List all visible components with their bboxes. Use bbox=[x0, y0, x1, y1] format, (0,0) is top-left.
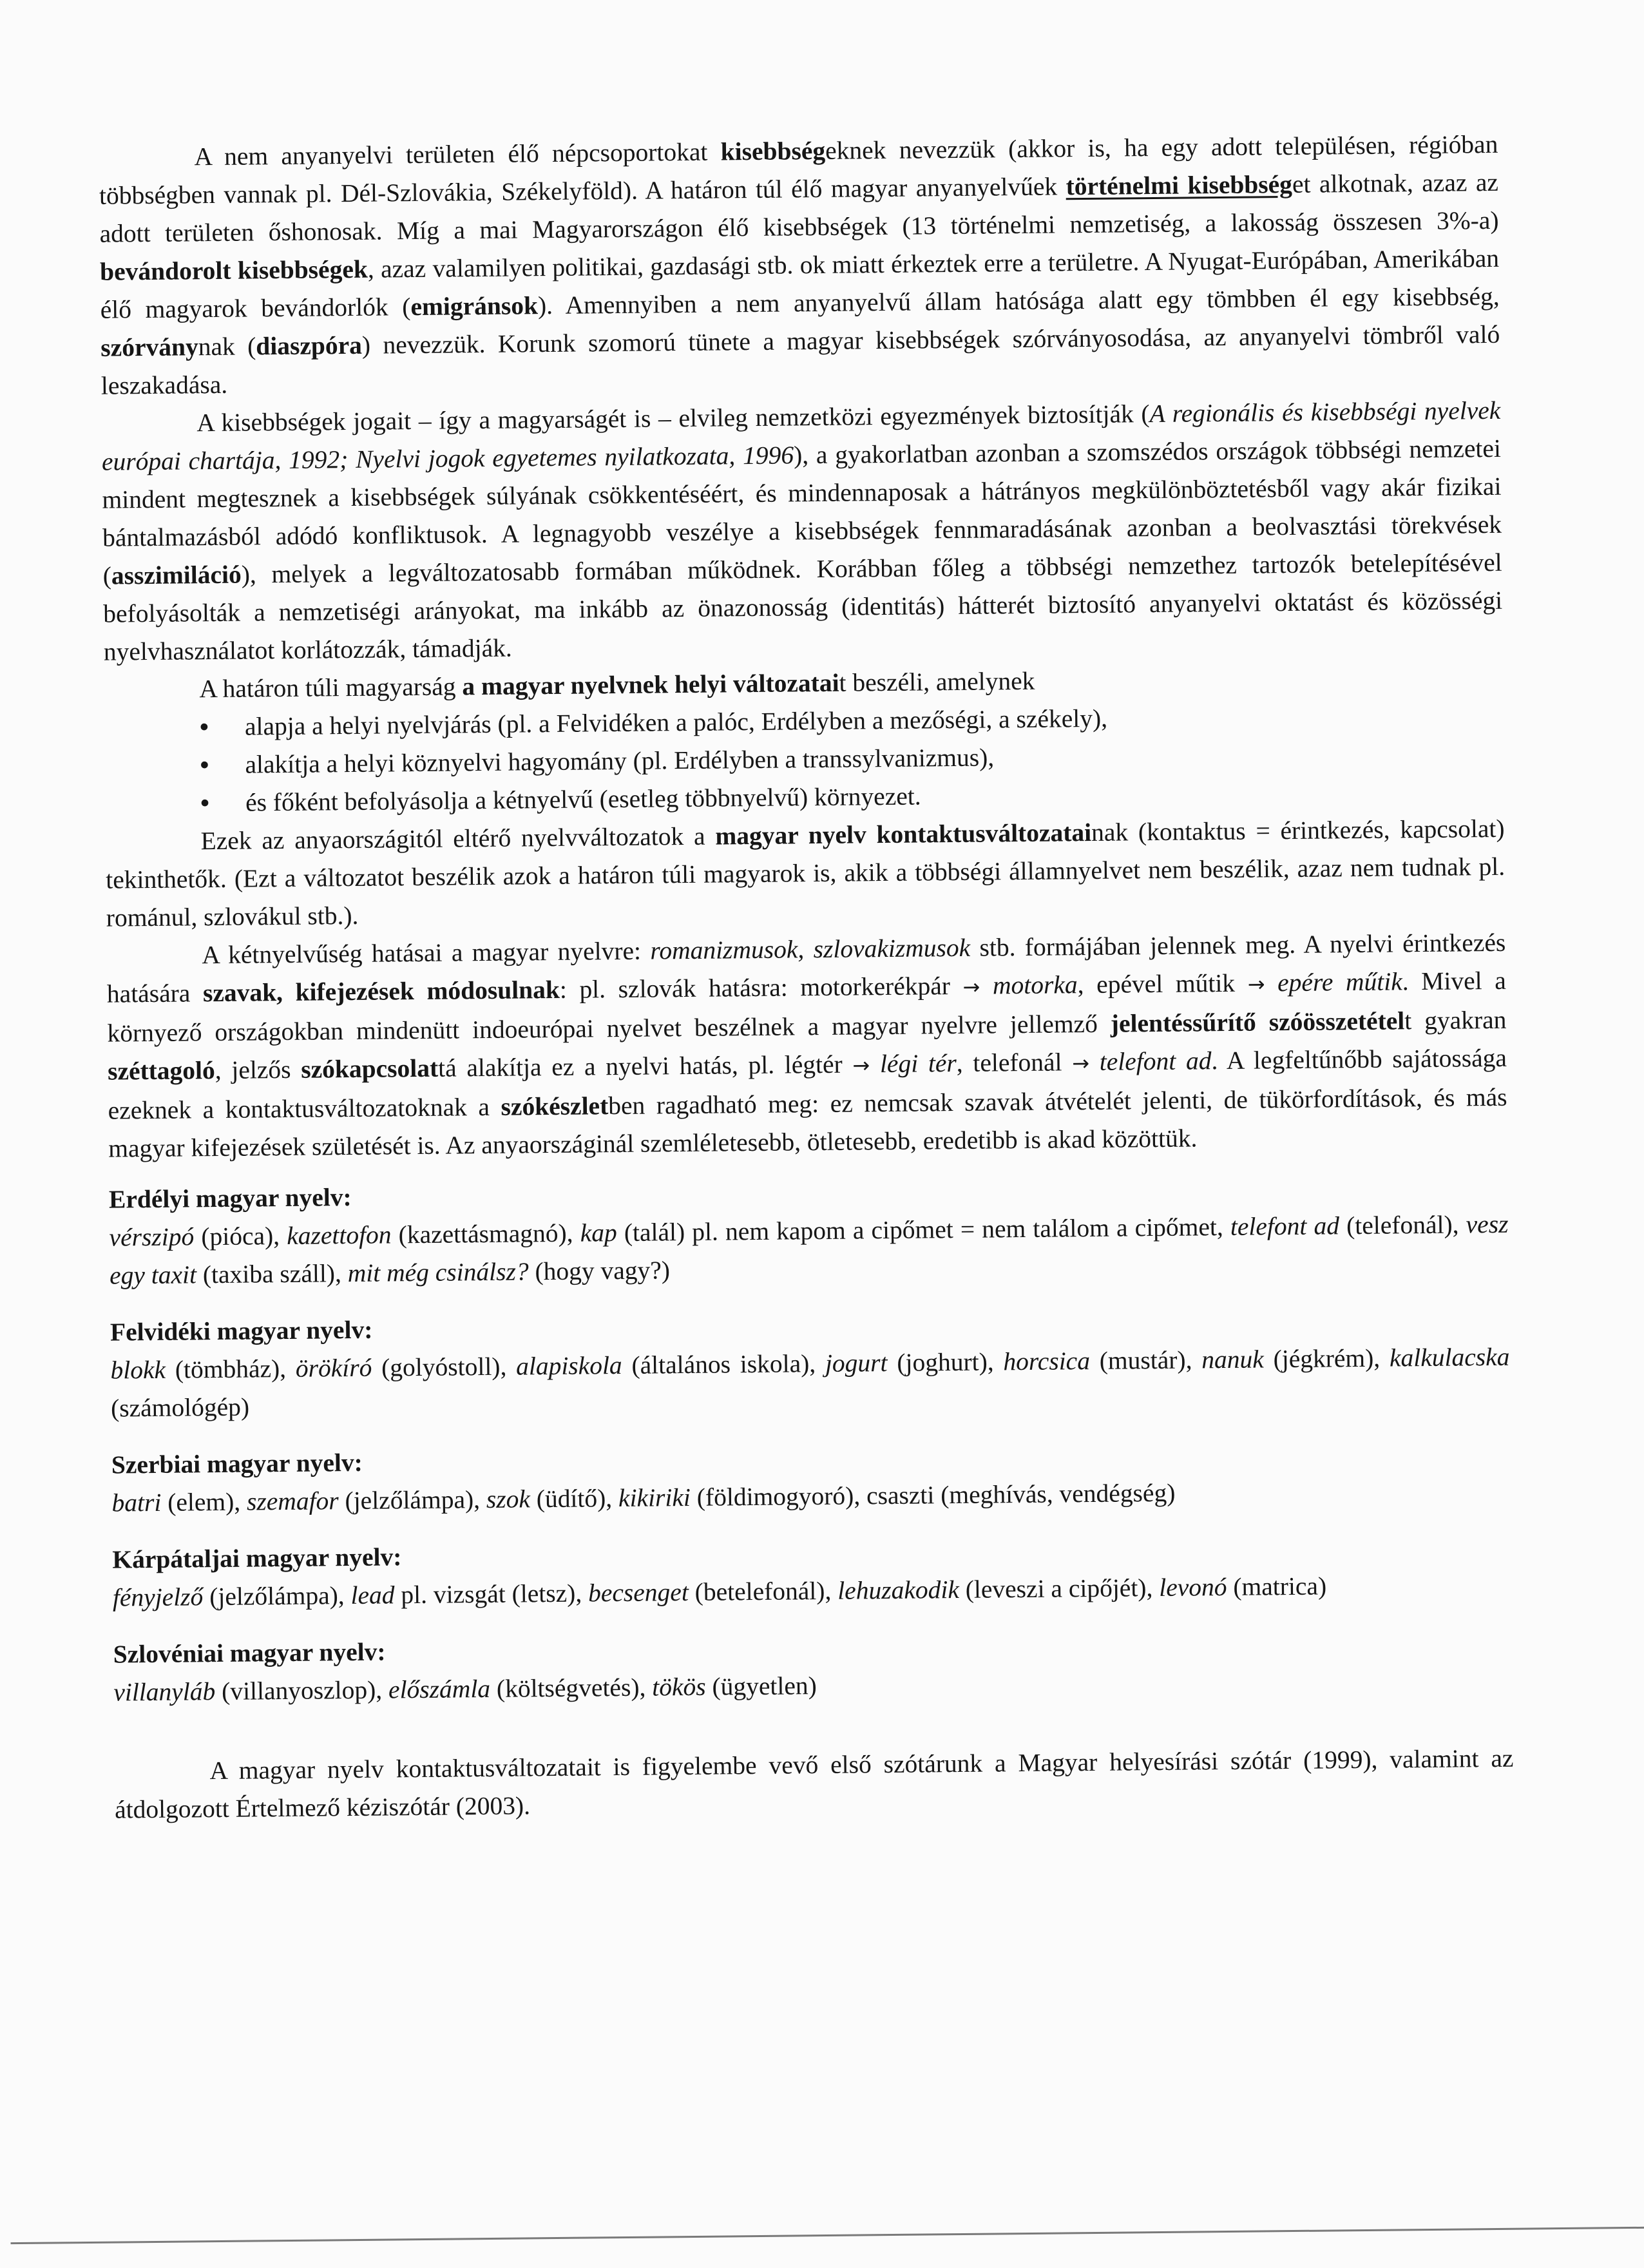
gloss: (hogy vagy?) bbox=[528, 1256, 671, 1286]
text-run: ) nevezzük. Korunk szomorú tünete a magyar kisebbségek szórványosodása, az anyanyelvi tömbről való leszakadása. bbox=[100, 320, 1500, 400]
term-torteneti-kisebbseg: történelmi kisebbség bbox=[1066, 169, 1293, 201]
example-italic: motorka bbox=[980, 970, 1078, 1000]
text-run: , telefonál bbox=[956, 1048, 1073, 1077]
citation-charters: A regionális és kisebbségi nyelvek európai chartája, 1992; Nyelvi jogok egyetemes nyilatkozata, 1996 bbox=[101, 396, 1501, 476]
text-run: ). Amennyiben a nem anyanyelvű állam hatósága alatt egy tömbben él egy kisebbség, bbox=[537, 282, 1500, 320]
gloss: (leveszi a cipőjét), bbox=[959, 1573, 1160, 1604]
document-body bbox=[99, 126, 1514, 1829]
section-heading: Felvidéki magyar nyelv: bbox=[110, 1315, 373, 1347]
section-heading: Szlovéniai magyar nyelv: bbox=[113, 1637, 386, 1669]
gloss: (földimogyoró), csaszti (meghívás, vendégség) bbox=[690, 1478, 1176, 1512]
example-word: villanyláb bbox=[113, 1677, 216, 1707]
text-run: tá alakítja ez a nyelvi hatás, pl. légtér bbox=[437, 1050, 853, 1082]
term-szorvany: szórvány bbox=[100, 332, 198, 362]
example-word: nanuk bbox=[1201, 1345, 1264, 1374]
section-heading: Kárpátaljai magyar nyelv: bbox=[112, 1542, 402, 1574]
gloss: (tömbház), bbox=[165, 1354, 296, 1384]
variety-erdelyi bbox=[109, 1168, 1509, 1295]
gloss: (költségvetés), bbox=[490, 1673, 653, 1703]
text-run: A határon túli magyarság bbox=[199, 672, 463, 704]
text-run: Ezek az anyaországitól eltérő nyelvváltozatok a bbox=[200, 822, 716, 856]
text-run: , epével műtik bbox=[1077, 968, 1248, 999]
example-word: telefont ad bbox=[1230, 1211, 1340, 1241]
term-szettagolo: széttagoló bbox=[107, 1056, 215, 1086]
example-italic: epére műtik bbox=[1265, 967, 1403, 997]
text-run: A kisebbségek jogait – így a magyarságét is – elvileg nemzetközi egyezmények biztosítják ( bbox=[196, 399, 1150, 437]
example-word: kap bbox=[580, 1218, 617, 1247]
example-word: levonó bbox=[1159, 1573, 1227, 1602]
gloss: (üdítő), bbox=[530, 1484, 619, 1514]
example-word: kalkulacska bbox=[1389, 1342, 1510, 1372]
text-run: , jelzős bbox=[215, 1055, 301, 1085]
arrow-right-icon: → bbox=[1072, 1051, 1090, 1076]
variety-szerbiai bbox=[111, 1433, 1511, 1523]
gloss: (elem), bbox=[161, 1487, 247, 1517]
text-run: ), a gyakorlatban azonban a szomszédos országok többségi nemzetei mindent megtesznek a kisebbségek súlyának csökkentéséért, és mindennaposak a hátrányos megkülönböztetésből vagy akár fizikai bántalmazásból adódó konfliktusok. A legnagyobb veszélye a kisebbségek fennmaradásának azonban a beolvasztási törekvések ( bbox=[102, 434, 1502, 590]
text-run: A nem anyanyelvi területen élő népcsoportokat bbox=[194, 137, 721, 171]
term-szokeszlet: szókészlet bbox=[501, 1091, 609, 1121]
example-word: alapiskola bbox=[515, 1350, 622, 1381]
example-word: horcsica bbox=[1003, 1347, 1091, 1376]
paragraph-dictionaries: A magyar nyelv kontaktusváltozatait is figyelembe vevő első szótárunk a Magyar helyesírási szótár (1999), valamint az átdolgozott Értelmező kéziszótár (2003). bbox=[114, 1744, 1514, 1824]
gloss: (pióca), bbox=[193, 1221, 287, 1251]
example-word: vesz egy taxit bbox=[109, 1209, 1509, 1290]
example-italic: légi tér bbox=[870, 1048, 957, 1079]
section-heading: Erdélyi magyar nyelv: bbox=[108, 1183, 352, 1214]
text-run: A kétnyelvűség hatásai a magyar nyelvre: bbox=[202, 936, 651, 970]
example-list bbox=[110, 1338, 1510, 1428]
term-helyi-valtozatai: a magyar nyelvnek helyi változatai bbox=[462, 668, 839, 701]
example-word: kazettofon bbox=[286, 1220, 392, 1250]
example-word: szemafor bbox=[246, 1486, 339, 1516]
gloss: (jégkrém), bbox=[1263, 1343, 1390, 1374]
bullet-list bbox=[104, 696, 1505, 823]
text-run: . A legfeltűnőbb sajátossága ezeknek a kontaktusváltozatoknak a bbox=[108, 1043, 1507, 1125]
gloss: (általános iskola), bbox=[622, 1349, 826, 1379]
gloss: (golyóstoll), bbox=[372, 1352, 517, 1382]
gloss: (matrica) bbox=[1227, 1571, 1327, 1601]
text-run: eknek nevezzük (akkor is, ha egy adott településen, régióban többségben vannak pl. Dél-Szlovákia, Székelyföld). A határon túl élő magyar anyanyelvűek bbox=[99, 130, 1498, 210]
gloss: (jelzőlámpa), bbox=[338, 1485, 487, 1515]
gloss: (betelefonál), bbox=[688, 1576, 838, 1607]
example-word: szok bbox=[486, 1485, 531, 1514]
term-kontaktusvaltozatai: magyar nyelv kontaktusváltozatai bbox=[715, 818, 1092, 850]
term-diaszpora: diaszpóra bbox=[256, 331, 363, 361]
term-emigransok: emigránsok bbox=[410, 291, 539, 322]
example-word: lead bbox=[350, 1581, 395, 1610]
example-word: vérszipó bbox=[109, 1222, 195, 1252]
variety-felvideki bbox=[110, 1300, 1511, 1428]
text-run: : pl. szlovák hatásra: motorkerékpár bbox=[559, 971, 963, 1004]
list-item: • alakítja a helyi köznyelvi hagyomány (pl. Erdélyben a transsylvanizmus), bbox=[245, 734, 1504, 784]
gloss: (jelzőlámpa), bbox=[203, 1581, 351, 1611]
term-szavak-modosulnak: szavak, kifejezések módosulnak bbox=[202, 975, 560, 1008]
variety-karpataljai bbox=[112, 1528, 1512, 1617]
list-item: • és főként befolyásolja a kétnyelvű (esetleg többnyelvű) környezet. bbox=[245, 772, 1504, 822]
example-word: tökös bbox=[652, 1672, 706, 1702]
gloss: (joghurt), bbox=[887, 1347, 1004, 1378]
gloss: (számológép) bbox=[110, 1392, 250, 1423]
example-word: előszámla bbox=[388, 1674, 491, 1704]
section-heading: Szerbiai magyar nyelv: bbox=[111, 1448, 363, 1479]
gloss: (ügyetlen) bbox=[705, 1671, 817, 1701]
example-word: lehuzakodik bbox=[837, 1575, 960, 1605]
example-word: batri bbox=[111, 1488, 162, 1517]
example-word: jogurt bbox=[825, 1349, 888, 1378]
term-kisebbseg: kisebbség bbox=[720, 136, 826, 166]
example-word: mit még csinálsz? bbox=[347, 1257, 529, 1288]
text-run: ), melyek a legváltozatosabb formában működnek. Korábban főleg a többségi nemzethez tartozók betelepítésével befolyásolták a nemzetiségi arányokat, ma inkább az önazonosság (identitás) hátterét biztosító anyanyelvi oktatást és közösségi nyelvhasználatot korlátozzák, támadják. bbox=[103, 548, 1503, 666]
example-word: becsenget bbox=[588, 1578, 689, 1608]
arrow-right-icon: → bbox=[852, 1053, 870, 1078]
text-run: t gyakran bbox=[1404, 1005, 1507, 1035]
gloss: (taxiba száll), bbox=[196, 1259, 348, 1289]
example-italic: romanizmusok, szlovakizmusok bbox=[650, 933, 971, 965]
list-item: • alapja a helyi nyelvjárás (pl. a Felvidéken a palóc, Erdélyben a mezőségi, a székely), bbox=[245, 696, 1504, 746]
text-run: ben ragadható meg: ez nemcsak szavak átvételét jelenti, de tükörfordítások, és más magyar kifejezések születését is. Az anyaországinál szemléletesebb, ötletesebb, eredetibb is akad közöttük. bbox=[108, 1082, 1507, 1163]
example-list bbox=[109, 1206, 1509, 1295]
example-word: fényjelző bbox=[112, 1582, 204, 1612]
text-run: . Mivel a környező országokban mindenütt indoeurópai nyelvet beszélnek a magyar nyelvre jellemző bbox=[107, 966, 1507, 1048]
gloss: (kazettásmagnó), bbox=[391, 1218, 580, 1249]
text-run: stb. formájában jelennek meg. A nyelvi érintkezés hatására bbox=[106, 928, 1506, 1008]
arrow-right-icon: → bbox=[1247, 972, 1265, 997]
arrow-right-icon: → bbox=[962, 974, 980, 999]
term-jelentessurito: jelentéssűrítő szóösszetétel bbox=[1110, 1006, 1405, 1038]
text-run: et alkotnak, azaz az adott területen őshonosak. Míg a mai Magyarországon élő kisebbségek (13 történelmi nemzetiség, a lakosság összesen 3%-a) bbox=[99, 168, 1499, 248]
gloss: (villanyoszlop), bbox=[215, 1675, 389, 1706]
term-szokapcsolat: szókapcsolat bbox=[301, 1053, 439, 1084]
gloss: (telefonál), bbox=[1339, 1210, 1466, 1240]
paragraph-rights bbox=[101, 392, 1503, 671]
example-word: blokk bbox=[110, 1355, 166, 1385]
gloss: (talál) pl. nem kapom a cipőmet = nem találom a cipőmet, bbox=[616, 1212, 1231, 1247]
term-bevandorolt-kisebbsegek: bevándorolt kisebbségek bbox=[99, 255, 368, 286]
paragraph-minorities bbox=[99, 126, 1500, 405]
example-italic: telefont ad bbox=[1089, 1046, 1212, 1077]
term-asszimilacio: asszimiláció bbox=[111, 560, 242, 590]
scan-edge-line bbox=[11, 2227, 1644, 2244]
text-run: t beszéli, amelynek bbox=[839, 666, 1035, 697]
text-run: nak ( bbox=[198, 332, 256, 361]
paragraph-contact-variants bbox=[105, 810, 1505, 937]
paragraph-bilingualism bbox=[106, 924, 1507, 1168]
example-word: örökíró bbox=[295, 1353, 372, 1383]
example-word: kikiriki bbox=[618, 1483, 691, 1513]
variety-szloveniai bbox=[113, 1622, 1513, 1712]
gloss: (mustár), bbox=[1089, 1345, 1202, 1376]
text-run: nak (kontaktus = érintkezés, kapcsolat) tekinthetők. (Ezt a változatot beszélik azok a határon túli magyarok is, akik a többségi államnyelvet nem beszélik, azaz nem tudnak pl. románul, szlovákul stb.). bbox=[106, 814, 1505, 932]
gloss: pl. vizsgát (letsz), bbox=[394, 1579, 589, 1610]
text-run: , azaz valamilyen politikai, gazdasági stb. ok miatt érkeztek erre a területre. A Nyugat-Európában, Amerikában élő magyarok bevándorlók ( bbox=[100, 244, 1500, 324]
